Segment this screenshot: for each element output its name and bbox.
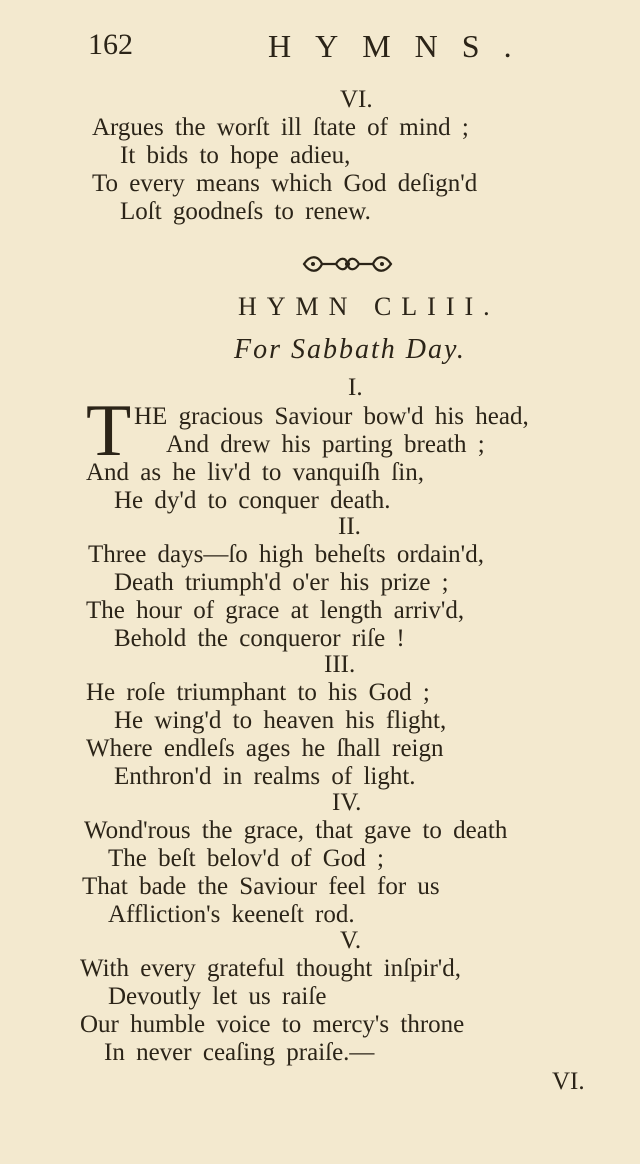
verse-line: HE gracious Saviour bow'd his head, (134, 403, 529, 430)
flourish-ornament-icon (300, 251, 395, 277)
verse-line: The beſt belov'd of God ; (108, 845, 384, 872)
verse-line: Affliction's keeneſt rod. (108, 901, 355, 928)
verse-line: Where endleſs ages he ſhall reign (86, 735, 444, 762)
stanza-numeral: V. (340, 927, 362, 954)
verse-line: The hour of grace at length arriv'd, (86, 597, 465, 624)
verse-line: Death triumph'd o'er his prize ; (114, 569, 449, 596)
drop-cap: T (86, 390, 132, 472)
verse-line: Behold the conqueror riſe ! (114, 625, 405, 652)
verse-line: In never ceaſing praiſe.— (104, 1039, 375, 1066)
stanza-numeral: IV. (332, 789, 362, 816)
verse-line: He wing'd to heaven his flight, (114, 707, 447, 734)
hymn-title: HYMN CLIII. (238, 292, 500, 321)
verse-line: To every means which God deſign'd (92, 170, 478, 197)
verse-line: Devoutly let us raiſe (108, 983, 327, 1010)
verse-line: Argues the worſt ill ſtate of mind ; (92, 114, 469, 141)
page-number: 162 (88, 28, 133, 61)
hymn-subtitle: For Sabbath Day. (234, 334, 466, 365)
verse-line: Enthron'd in realms of light. (114, 763, 416, 790)
verse-line: It bids to hope adieu, (120, 142, 351, 169)
verse-line: Our humble voice to mercy's throne (80, 1011, 465, 1038)
verse-line: Three days—ſo high beheſts ordain'd, (88, 541, 484, 568)
verse-line: He roſe triumphant to his God ; (86, 679, 430, 706)
stanza-numeral: I. (348, 374, 363, 401)
verse-line: Wond'rous the grace, that gave to death (84, 817, 508, 844)
stanza-numeral: VI. (340, 86, 373, 113)
stanza-numeral: III. (324, 651, 356, 678)
stanza-numeral: II. (338, 513, 361, 540)
running-title: HYMNS. (268, 28, 536, 64)
verse-line: Loſt goodneſs to renew. (120, 198, 371, 225)
verse-line: With every grateful thought inſpir'd, (80, 955, 462, 982)
catchword: VI. (552, 1068, 585, 1095)
verse-line: He dy'd to conquer death. (114, 487, 391, 514)
verse-line: That bade the Saviour feel for us (82, 873, 440, 900)
verse-line: And drew his parting breath ; (166, 431, 485, 458)
verse-line: And as he liv'd to vanquiſh ſin, (86, 459, 424, 486)
